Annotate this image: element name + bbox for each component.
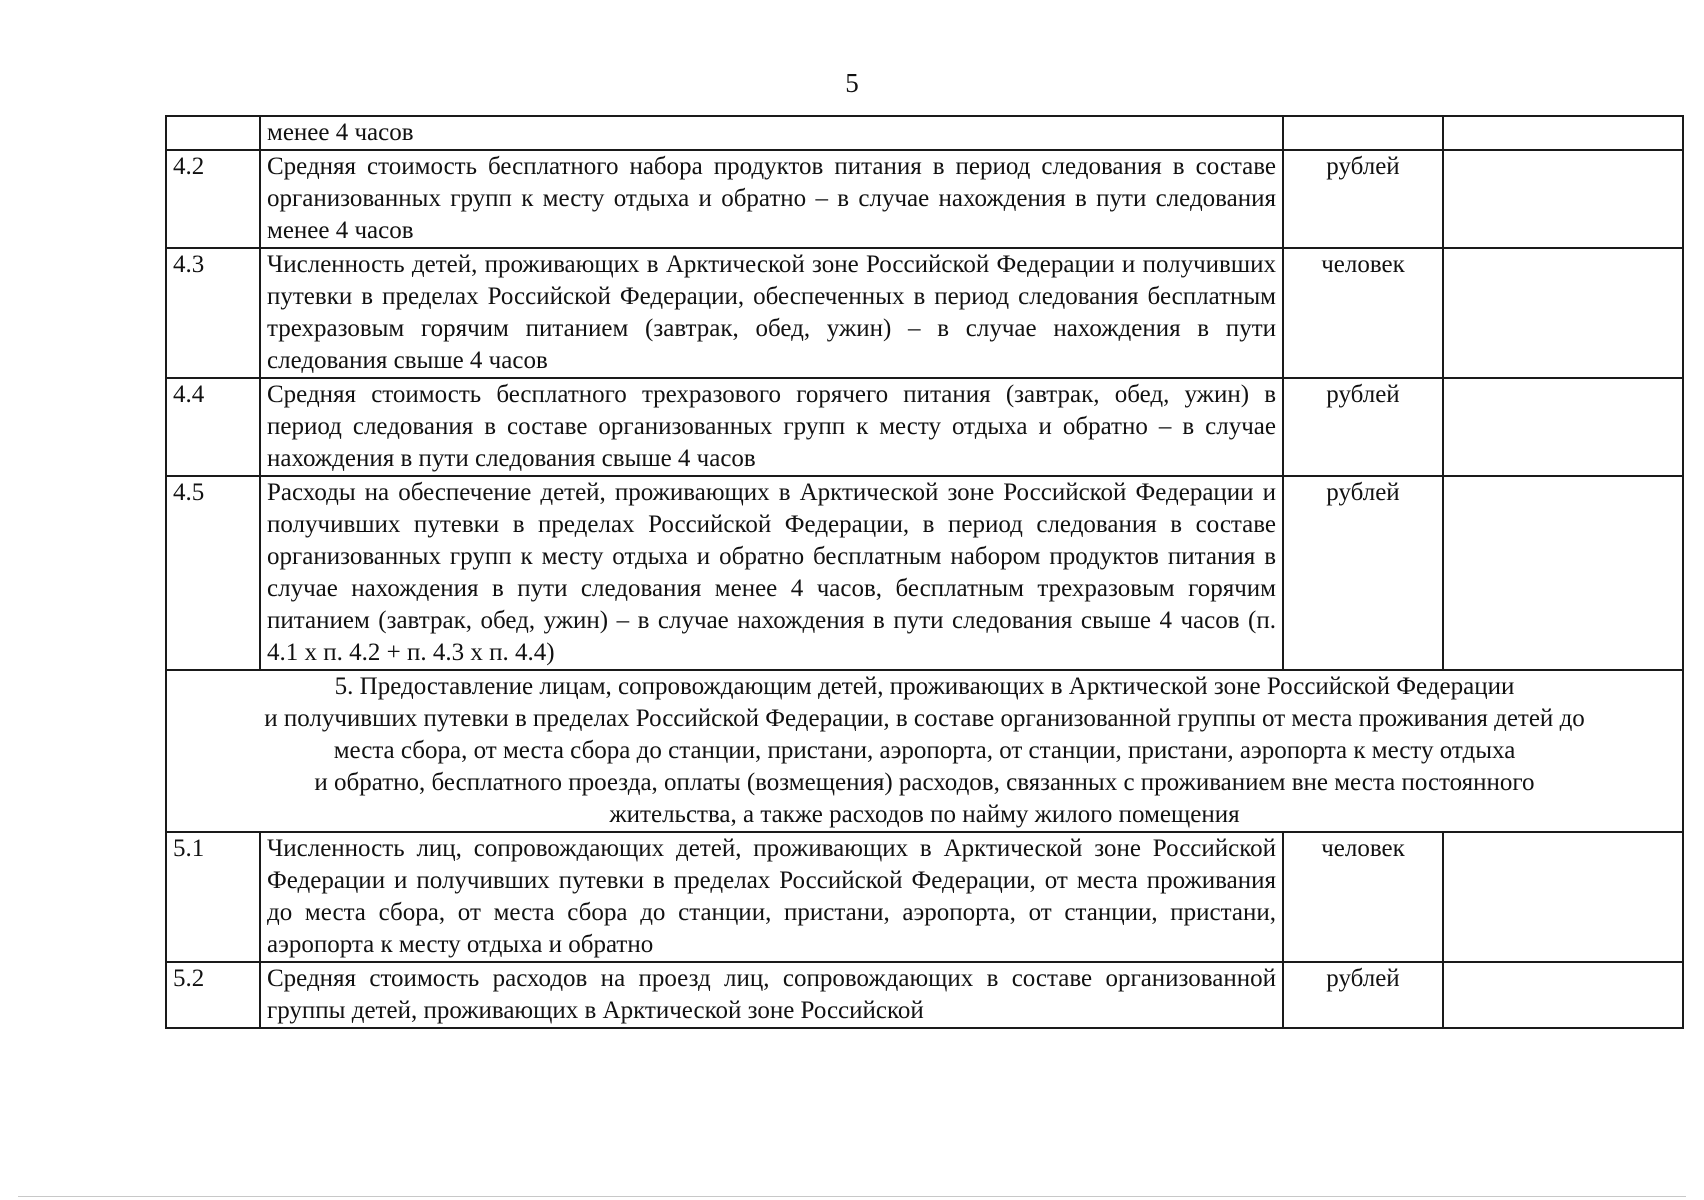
- row-unit: рублей: [1283, 378, 1443, 476]
- row-number: 4.2: [166, 150, 260, 248]
- row-number: 4.3: [166, 248, 260, 378]
- row-description: Средняя стоимость расходов на проезд лиц, сопровождающих в составе организованной группы детей, проживающих в Арктической зоне Российской: [260, 962, 1283, 1028]
- row-description: Численность детей, проживающих в Арктической зоне Российской Федерации и получивших путевки в пределах Российской Федерации, обеспеченных в период следования бесплатным трехразовым горячим питанием (завтрак, обед, ужин) – в случае нахождения в пути следования свыше 4 часов: [260, 248, 1283, 378]
- section-5-heading: [166, 670, 1683, 832]
- table-row: [166, 378, 1683, 476]
- row-value: [1443, 476, 1683, 670]
- row-number: 4.4: [166, 378, 260, 476]
- row-value: [1443, 378, 1683, 476]
- row-value: [1443, 248, 1683, 378]
- row-description: Численность лиц, сопровождающих детей, проживающих в Арктической зоне Российской Федерации и получивших путевки в пределах Российской Федерации, от места проживания до места сбора, от места сбора до станции, пристани, аэропорта, от станции, пристани, аэропорта к месту отдыха и обратно: [260, 832, 1283, 962]
- row-unit: рублей: [1283, 476, 1443, 670]
- section-heading-line: и обратно, бесплатного проезда, оплаты (возмещения) расходов, связанных с проживанием вне места постоянного: [314, 769, 1535, 796]
- table-row: [166, 150, 1683, 248]
- table-row: [166, 962, 1683, 1028]
- row-value: [1443, 150, 1683, 248]
- table-row: [166, 248, 1683, 378]
- row-value: [1443, 116, 1683, 150]
- row-description: Средняя стоимость бесплатного набора продуктов питания в период следования в составе организованных групп к месту отдыха и обратно – в случае нахождения в пути следования менее 4 часов: [260, 150, 1283, 248]
- row-description: менее 4 часов: [260, 116, 1283, 150]
- row-unit: [1283, 116, 1443, 150]
- row-unit: человек: [1283, 832, 1443, 962]
- row-number: [166, 116, 260, 150]
- row-number: 5.2: [166, 962, 260, 1028]
- section-header-row: [166, 670, 1683, 832]
- table-row: [166, 832, 1683, 962]
- scan-edge-line: [18, 1196, 1686, 1197]
- section-heading-line: жительства, а также расходов по найму жилого помещения: [609, 801, 1240, 828]
- section-heading-line: и получивших путевки в пределах Российской Федерации, в составе организованной группы от места проживания детей до: [264, 705, 1585, 732]
- page-number: 5: [845, 68, 859, 98]
- section-heading-line: 5. Предоставление лицам, сопровождающим детей, проживающих в Арктической зоне Российской Федерации: [334, 673, 1515, 700]
- indicators-table: [165, 115, 1684, 1029]
- row-description: Средняя стоимость бесплатного трехразового горячего питания (завтрак, обед, ужин) в период следования в составе организованных групп к месту отдыха и обратно – в случае нахождения в пути следования свыше 4 часов: [260, 378, 1283, 476]
- row-unit: рублей: [1283, 150, 1443, 248]
- section-heading-line: места сбора, от места сбора до станции, пристани, аэропорта, от станции, пристани, аэропорта к месту отдыха: [333, 737, 1516, 764]
- table-row: [166, 116, 1683, 150]
- row-value: [1443, 832, 1683, 962]
- row-number: 5.1: [166, 832, 260, 962]
- table-row: [166, 476, 1683, 670]
- row-value: [1443, 962, 1683, 1028]
- row-number: 4.5: [166, 476, 260, 670]
- row-unit: рублей: [1283, 962, 1443, 1028]
- row-description: Расходы на обеспечение детей, проживающих в Арктической зоне Российской Федерации и получивших путевки в пределах Российской Федерации, в период следования в составе организованных групп к месту отдыха и обратно бесплатным набором продуктов питания в случае нахождения в пути следования менее 4 часов, бесплатным трехразовым горячим питанием (завтрак, обед, ужин) – в случае нахождения в пути следования свыше 4 часов (п. 4.1 х п. 4.2 + п. 4.3 х п. 4.4): [260, 476, 1283, 670]
- row-unit: человек: [1283, 248, 1443, 378]
